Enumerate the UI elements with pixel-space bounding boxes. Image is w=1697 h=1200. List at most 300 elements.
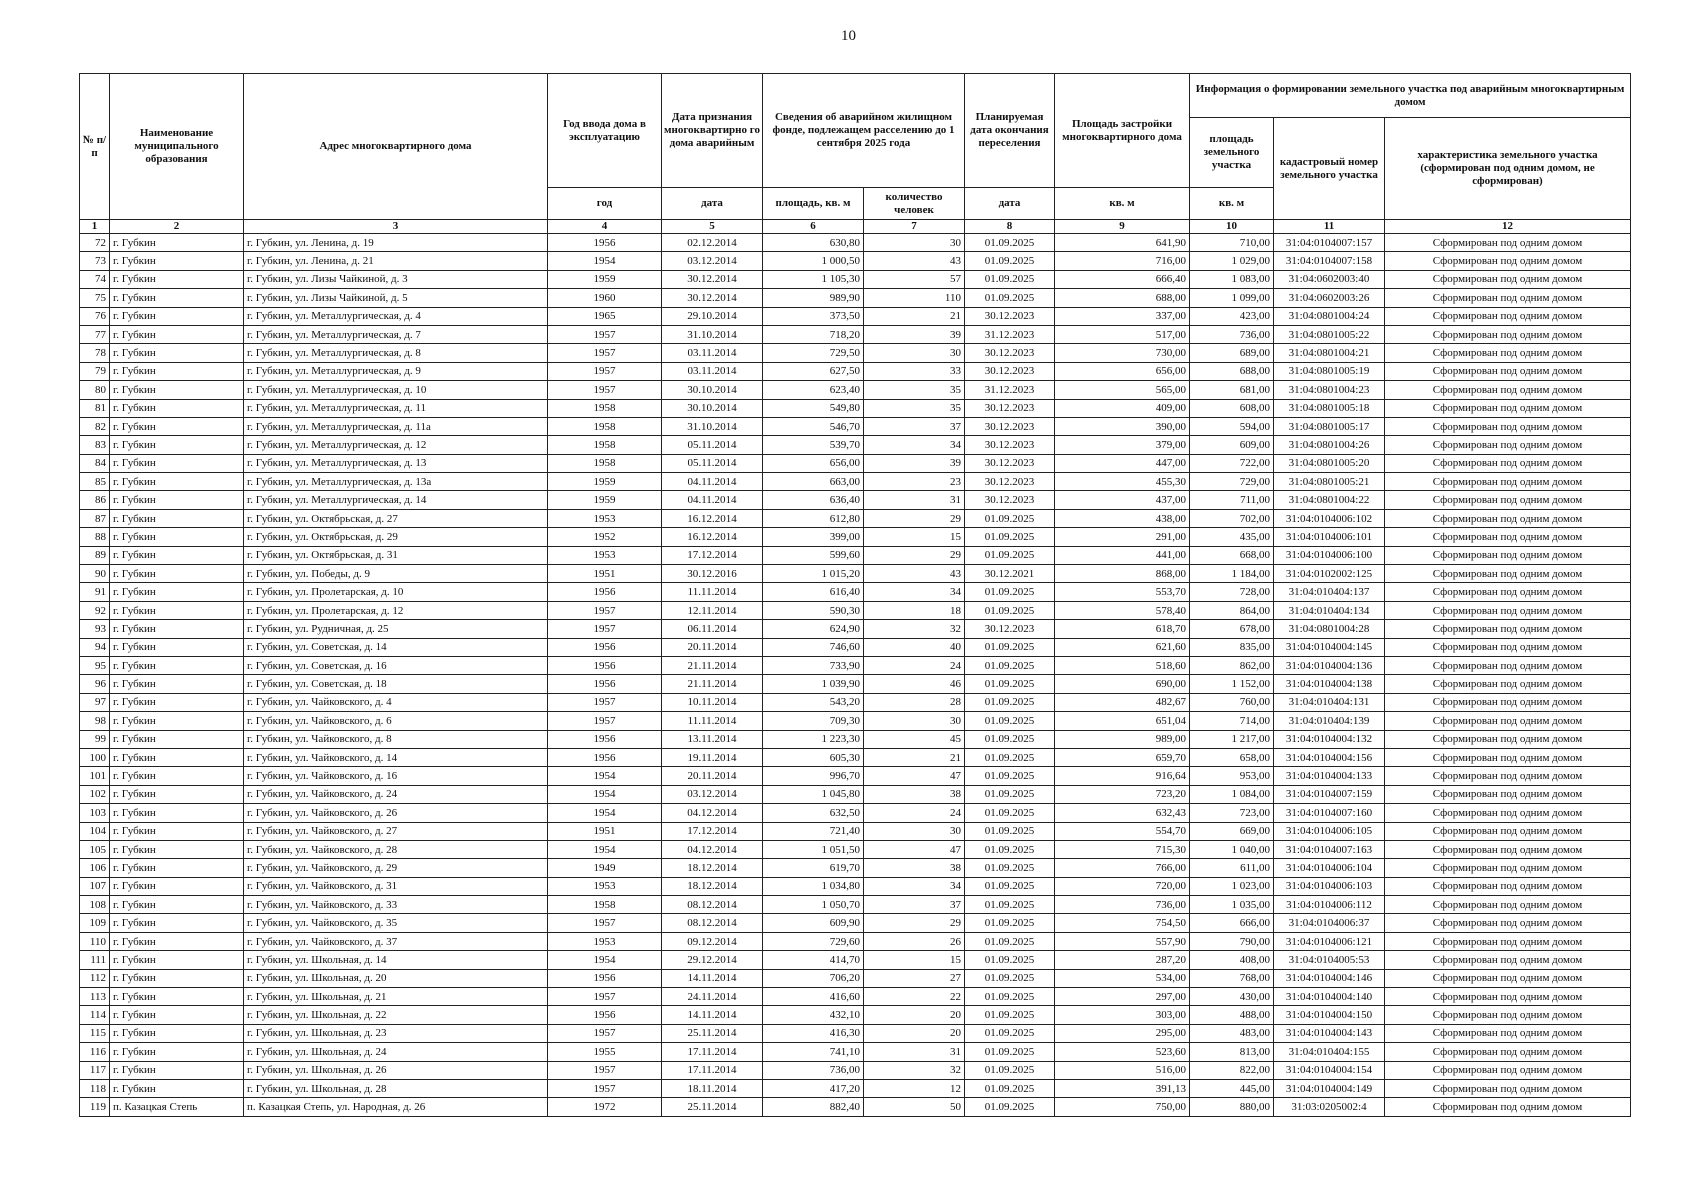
cell-year-built: 1957 <box>548 693 662 711</box>
cell-people: 50 <box>864 1098 965 1116</box>
cell-land-area: 445,00 <box>1190 1079 1274 1097</box>
cell-area: 1 105,30 <box>763 270 864 288</box>
cell-municipality: г. Губкин <box>110 546 244 564</box>
cell-year-built: 1951 <box>548 565 662 583</box>
cell-address: г. Губкин, ул. Советская, д. 16 <box>244 656 548 674</box>
cell-planned-date: 30.12.2023 <box>965 399 1055 417</box>
header-cadastral-number: кадастровый номер земельного участка <box>1274 118 1385 220</box>
cell-year-built: 1954 <box>548 785 662 803</box>
cell-recognition-date: 21.11.2014 <box>662 675 763 693</box>
cell-cadastral-number: 31:04:0602003:26 <box>1274 289 1385 307</box>
cell-year-built: 1953 <box>548 877 662 895</box>
cell-land-area: 1 040,00 <box>1190 840 1274 858</box>
cell-cadastral-number: 31:04:0801005:21 <box>1274 473 1385 491</box>
cell-planned-date: 01.09.2025 <box>965 583 1055 601</box>
cell-area: 709,30 <box>763 712 864 730</box>
cell-land-status: Сформирован под одним домом <box>1385 804 1631 822</box>
cell-area: 414,70 <box>763 951 864 969</box>
cell-land-area: 430,00 <box>1190 988 1274 1006</box>
cell-land-status: Сформирован под одним домом <box>1385 381 1631 399</box>
cell-year-built: 1957 <box>548 712 662 730</box>
cell-people: 47 <box>864 840 965 858</box>
cell-row-number: 81 <box>80 399 110 417</box>
cell-recognition-date: 17.12.2014 <box>662 822 763 840</box>
cell-row-number: 80 <box>80 381 110 399</box>
cell-building-area: 730,00 <box>1055 344 1190 362</box>
cell-building-area: 651,04 <box>1055 712 1190 730</box>
cell-recognition-date: 14.11.2014 <box>662 1006 763 1024</box>
cell-municipality: г. Губкин <box>110 454 244 472</box>
cell-land-area: 1 029,00 <box>1190 252 1274 270</box>
cell-people: 30 <box>864 234 965 252</box>
cell-municipality: г. Губкин <box>110 1024 244 1042</box>
header-land-area: площадь земельного участка <box>1190 118 1274 188</box>
cell-area: 989,90 <box>763 289 864 307</box>
cell-row-number: 96 <box>80 675 110 693</box>
cell-land-area: 728,00 <box>1190 583 1274 601</box>
cell-year-built: 1956 <box>548 638 662 656</box>
cell-address: г. Губкин, ул. Ленина, д. 21 <box>244 252 548 270</box>
cell-people: 34 <box>864 583 965 601</box>
cell-people: 26 <box>864 932 965 950</box>
cell-cadastral-number: 31:04:010404:139 <box>1274 712 1385 730</box>
header-unit-planned-date: дата <box>965 188 1055 220</box>
cell-year-built: 1958 <box>548 454 662 472</box>
cell-people: 45 <box>864 730 965 748</box>
cell-row-number: 73 <box>80 252 110 270</box>
cell-municipality: г. Губкин <box>110 748 244 766</box>
cell-municipality: г. Губкин <box>110 399 244 417</box>
cell-recognition-date: 17.11.2014 <box>662 1043 763 1061</box>
cell-planned-date: 01.09.2025 <box>965 1061 1055 1079</box>
cell-address: г. Губкин, ул. Металлургическая, д. 13 <box>244 454 548 472</box>
cell-people: 39 <box>864 325 965 343</box>
cell-area: 1 000,50 <box>763 252 864 270</box>
table-row <box>80 473 1631 491</box>
cell-address: г. Губкин, ул. Чайковского, д. 14 <box>244 748 548 766</box>
cell-land-area: 813,00 <box>1190 1043 1274 1061</box>
cell-row-number: 90 <box>80 565 110 583</box>
cell-area: 721,40 <box>763 822 864 840</box>
cell-cadastral-number: 31:04:0801004:23 <box>1274 381 1385 399</box>
cell-recognition-date: 13.11.2014 <box>662 730 763 748</box>
cell-row-number: 95 <box>80 656 110 674</box>
cell-planned-date: 01.09.2025 <box>965 289 1055 307</box>
cell-year-built: 1951 <box>548 822 662 840</box>
cell-municipality: г. Губкин <box>110 270 244 288</box>
cell-recognition-date: 18.12.2014 <box>662 859 763 877</box>
table-row <box>80 988 1631 1006</box>
cell-planned-date: 01.09.2025 <box>965 252 1055 270</box>
cell-recognition-date: 08.12.2014 <box>662 914 763 932</box>
cell-people: 31 <box>864 1043 965 1061</box>
cell-building-area: 438,00 <box>1055 509 1190 527</box>
cell-area: 663,00 <box>763 473 864 491</box>
cell-building-area: 716,00 <box>1055 252 1190 270</box>
cell-recognition-date: 05.11.2014 <box>662 436 763 454</box>
cell-row-number: 108 <box>80 896 110 914</box>
header-unit-date: дата <box>662 188 763 220</box>
cell-cadastral-number: 31:04:0104007:163 <box>1274 840 1385 858</box>
cell-planned-date: 01.09.2025 <box>965 1006 1055 1024</box>
cell-cadastral-number: 31:04:0104007:159 <box>1274 785 1385 803</box>
cell-address: г. Губкин, ул. Победы, д. 9 <box>244 565 548 583</box>
cell-row-number: 99 <box>80 730 110 748</box>
cell-building-area: 578,40 <box>1055 601 1190 619</box>
cell-cadastral-number: 31:04:0104004:138 <box>1274 675 1385 693</box>
cell-cadastral-number: 31:04:0104006:102 <box>1274 509 1385 527</box>
cell-year-built: 1957 <box>548 362 662 380</box>
cell-municipality: г. Губкин <box>110 896 244 914</box>
cell-address: г. Губкин, ул. Чайковского, д. 26 <box>244 804 548 822</box>
table-row <box>80 307 1631 325</box>
cell-recognition-date: 30.12.2014 <box>662 270 763 288</box>
cell-row-number: 88 <box>80 528 110 546</box>
cell-people: 27 <box>864 969 965 987</box>
cell-municipality: г. Губкин <box>110 656 244 674</box>
cell-people: 38 <box>864 859 965 877</box>
cell-people: 22 <box>864 988 965 1006</box>
cell-planned-date: 01.09.2025 <box>965 840 1055 858</box>
cell-planned-date: 01.09.2025 <box>965 969 1055 987</box>
table-row <box>80 601 1631 619</box>
cell-municipality: г. Губкин <box>110 693 244 711</box>
cell-land-status: Сформирован под одним домом <box>1385 583 1631 601</box>
cell-municipality: п. Казацкая Степь <box>110 1098 244 1116</box>
cell-cadastral-number: 31:04:0104004:156 <box>1274 748 1385 766</box>
cell-land-area: 608,00 <box>1190 399 1274 417</box>
cell-planned-date: 01.09.2025 <box>965 877 1055 895</box>
cell-area: 1 223,30 <box>763 730 864 748</box>
cell-land-area: 611,00 <box>1190 859 1274 877</box>
cell-recognition-date: 18.12.2014 <box>662 877 763 895</box>
cell-cadastral-number: 31:04:0104004:146 <box>1274 969 1385 987</box>
cell-cadastral-number: 31:04:0801005:17 <box>1274 417 1385 435</box>
cell-planned-date: 01.09.2025 <box>965 546 1055 564</box>
cell-cadastral-number: 31:04:0104004:132 <box>1274 730 1385 748</box>
table-row <box>80 859 1631 877</box>
cell-row-number: 112 <box>80 969 110 987</box>
cell-land-status: Сформирован под одним домом <box>1385 914 1631 932</box>
header-building-area: Площадь застройки многоквартирного дома <box>1055 74 1190 188</box>
cell-row-number: 106 <box>80 859 110 877</box>
cell-row-number: 85 <box>80 473 110 491</box>
cell-land-status: Сформирован под одним домом <box>1385 528 1631 546</box>
cell-building-area: 391,13 <box>1055 1079 1190 1097</box>
cell-land-area: 822,00 <box>1190 1061 1274 1079</box>
cell-building-area: 618,70 <box>1055 620 1190 638</box>
cell-municipality: г. Губкин <box>110 767 244 785</box>
cell-planned-date: 01.09.2025 <box>965 693 1055 711</box>
cell-address: г. Губкин, ул. Школьная, д. 23 <box>244 1024 548 1042</box>
cell-year-built: 1957 <box>548 914 662 932</box>
cell-people: 29 <box>864 546 965 564</box>
cell-people: 21 <box>864 748 965 766</box>
table-row <box>80 730 1631 748</box>
cell-recognition-date: 03.11.2014 <box>662 344 763 362</box>
table-row <box>80 914 1631 932</box>
table-row <box>80 656 1631 674</box>
cell-cadastral-number: 31:04:0104005:53 <box>1274 951 1385 969</box>
cell-recognition-date: 02.12.2014 <box>662 234 763 252</box>
column-number: 9 <box>1055 220 1190 234</box>
cell-land-status: Сформирован под одним домом <box>1385 1006 1631 1024</box>
cell-recognition-date: 16.12.2014 <box>662 509 763 527</box>
cell-recognition-date: 11.11.2014 <box>662 583 763 601</box>
cell-land-status: Сформирован под одним домом <box>1385 656 1631 674</box>
cell-recognition-date: 05.11.2014 <box>662 454 763 472</box>
cell-address: п. Казацкая Степь, ул. Народная, д. 26 <box>244 1098 548 1116</box>
cell-land-status: Сформирован под одним домом <box>1385 767 1631 785</box>
cell-planned-date: 01.09.2025 <box>965 730 1055 748</box>
cell-area: 624,90 <box>763 620 864 638</box>
cell-municipality: г. Губкин <box>110 712 244 730</box>
cell-people: 40 <box>864 638 965 656</box>
cell-land-status: Сформирован под одним домом <box>1385 693 1631 711</box>
table-row <box>80 252 1631 270</box>
cell-cadastral-number: 31:04:0801004:22 <box>1274 491 1385 509</box>
cell-building-area: 553,70 <box>1055 583 1190 601</box>
cell-land-area: 423,00 <box>1190 307 1274 325</box>
cell-planned-date: 30.12.2023 <box>965 491 1055 509</box>
cell-row-number: 107 <box>80 877 110 895</box>
cell-row-number: 111 <box>80 951 110 969</box>
cell-planned-date: 01.09.2025 <box>965 822 1055 840</box>
cell-planned-date: 01.09.2025 <box>965 767 1055 785</box>
cell-land-status: Сформирован под одним домом <box>1385 785 1631 803</box>
header-year-built: Год ввода дома в эксплуатацию <box>548 74 662 188</box>
cell-address: г. Губкин, ул. Чайковского, д. 28 <box>244 840 548 858</box>
cell-year-built: 1953 <box>548 932 662 950</box>
cell-building-area: 518,60 <box>1055 656 1190 674</box>
cell-year-built: 1952 <box>548 528 662 546</box>
table-row <box>80 951 1631 969</box>
column-number: 7 <box>864 220 965 234</box>
cell-recognition-date: 03.12.2014 <box>662 785 763 803</box>
cell-row-number: 97 <box>80 693 110 711</box>
table-row <box>80 1098 1631 1116</box>
cell-building-area: 291,00 <box>1055 528 1190 546</box>
cell-year-built: 1954 <box>548 804 662 822</box>
cell-land-status: Сформирован под одним домом <box>1385 417 1631 435</box>
cell-land-status: Сформирован под одним домом <box>1385 1079 1631 1097</box>
cell-row-number: 89 <box>80 546 110 564</box>
cell-land-status: Сформирован под одним домом <box>1385 509 1631 527</box>
cell-row-number: 110 <box>80 932 110 950</box>
cell-building-area: 534,00 <box>1055 969 1190 987</box>
cell-land-area: 594,00 <box>1190 417 1274 435</box>
cell-cadastral-number: 31:04:010404:137 <box>1274 583 1385 601</box>
cell-address: г. Губкин, ул. Школьная, д. 20 <box>244 969 548 987</box>
cell-land-status: Сформирован под одним домом <box>1385 325 1631 343</box>
cell-area: 706,20 <box>763 969 864 987</box>
cell-land-area: 760,00 <box>1190 693 1274 711</box>
column-number: 3 <box>244 220 548 234</box>
table-row <box>80 399 1631 417</box>
header-unit-building-sqm: кв. м <box>1055 188 1190 220</box>
cell-people: 28 <box>864 693 965 711</box>
cell-year-built: 1957 <box>548 1024 662 1042</box>
cell-row-number: 93 <box>80 620 110 638</box>
cell-land-area: 1 035,00 <box>1190 896 1274 914</box>
cell-recognition-date: 20.11.2014 <box>662 638 763 656</box>
cell-municipality: г. Губкин <box>110 840 244 858</box>
cell-cadastral-number: 31:04:0104006:121 <box>1274 932 1385 950</box>
cell-area: 996,70 <box>763 767 864 785</box>
cell-address: г. Губкин, ул. Металлургическая, д. 11а <box>244 417 548 435</box>
cell-land-status: Сформирован под одним домом <box>1385 546 1631 564</box>
cell-land-status: Сформирован под одним домом <box>1385 748 1631 766</box>
cell-municipality: г. Губкин <box>110 436 244 454</box>
cell-planned-date: 01.09.2025 <box>965 896 1055 914</box>
cell-recognition-date: 14.11.2014 <box>662 969 763 987</box>
cell-municipality: г. Губкин <box>110 509 244 527</box>
cell-planned-date: 01.09.2025 <box>965 914 1055 932</box>
table-row <box>80 417 1631 435</box>
cell-planned-date: 30.12.2023 <box>965 473 1055 491</box>
cell-recognition-date: 18.11.2014 <box>662 1079 763 1097</box>
cell-recognition-date: 16.12.2014 <box>662 528 763 546</box>
cell-row-number: 104 <box>80 822 110 840</box>
cell-cadastral-number: 31:04:010404:131 <box>1274 693 1385 711</box>
table-row <box>80 675 1631 693</box>
cell-people: 110 <box>864 289 965 307</box>
cell-recognition-date: 06.11.2014 <box>662 620 763 638</box>
cell-cadastral-number: 31:04:0104006:37 <box>1274 914 1385 932</box>
cell-cadastral-number: 31:04:0102002:125 <box>1274 565 1385 583</box>
cell-land-area: 668,00 <box>1190 546 1274 564</box>
cell-cadastral-number: 31:04:0801004:28 <box>1274 620 1385 638</box>
cell-planned-date: 01.09.2025 <box>965 785 1055 803</box>
cell-row-number: 76 <box>80 307 110 325</box>
table-row <box>80 546 1631 564</box>
cell-area: 417,20 <box>763 1079 864 1097</box>
cell-land-area: 408,00 <box>1190 951 1274 969</box>
cell-year-built: 1957 <box>548 988 662 1006</box>
cell-address: г. Губкин, ул. Металлургическая, д. 10 <box>244 381 548 399</box>
cell-building-area: 455,30 <box>1055 473 1190 491</box>
table-row <box>80 969 1631 987</box>
table-row <box>80 840 1631 858</box>
cell-recognition-date: 29.12.2014 <box>662 951 763 969</box>
cell-planned-date: 01.09.2025 <box>965 270 1055 288</box>
cell-year-built: 1957 <box>548 381 662 399</box>
cell-recognition-date: 04.12.2014 <box>662 840 763 858</box>
cell-planned-date: 01.09.2025 <box>965 656 1055 674</box>
table-row <box>80 381 1631 399</box>
cell-year-built: 1953 <box>548 509 662 527</box>
cell-recognition-date: 10.11.2014 <box>662 693 763 711</box>
cell-municipality: г. Губкин <box>110 877 244 895</box>
cell-building-area: 447,00 <box>1055 454 1190 472</box>
table-body <box>80 234 1631 1117</box>
cell-building-area: 379,00 <box>1055 436 1190 454</box>
cell-land-status: Сформирован под одним домом <box>1385 252 1631 270</box>
cell-municipality: г. Губкин <box>110 822 244 840</box>
cell-building-area: 715,30 <box>1055 840 1190 858</box>
column-number: 8 <box>965 220 1055 234</box>
cell-land-area: 880,00 <box>1190 1098 1274 1116</box>
table-row <box>80 822 1631 840</box>
cell-planned-date: 31.12.2023 <box>965 325 1055 343</box>
cell-cadastral-number: 31:03:0205002:4 <box>1274 1098 1385 1116</box>
cell-row-number: 117 <box>80 1061 110 1079</box>
cell-land-status: Сформирован под одним домом <box>1385 859 1631 877</box>
cell-area: 599,60 <box>763 546 864 564</box>
table-row <box>80 896 1631 914</box>
table-row <box>80 270 1631 288</box>
cell-municipality: г. Губкин <box>110 914 244 932</box>
cell-year-built: 1954 <box>548 840 662 858</box>
cell-area: 623,40 <box>763 381 864 399</box>
cell-land-area: 862,00 <box>1190 656 1274 674</box>
cell-land-area: 678,00 <box>1190 620 1274 638</box>
cell-land-status: Сформирован под одним домом <box>1385 1043 1631 1061</box>
cell-planned-date: 30.12.2023 <box>965 436 1055 454</box>
cell-address: г. Губкин, ул. Чайковского, д. 24 <box>244 785 548 803</box>
cell-people: 34 <box>864 877 965 895</box>
cell-land-status: Сформирован под одним домом <box>1385 712 1631 730</box>
cell-land-area: 768,00 <box>1190 969 1274 987</box>
cell-land-area: 488,00 <box>1190 1006 1274 1024</box>
cell-building-area: 750,00 <box>1055 1098 1190 1116</box>
cell-year-built: 1954 <box>548 951 662 969</box>
cell-planned-date: 30.12.2023 <box>965 307 1055 325</box>
cell-municipality: г. Губкин <box>110 638 244 656</box>
cell-land-status: Сформирован под одним домом <box>1385 270 1631 288</box>
cell-land-status: Сформирован под одним домом <box>1385 436 1631 454</box>
cell-people: 47 <box>864 767 965 785</box>
cell-year-built: 1972 <box>548 1098 662 1116</box>
cell-municipality: г. Губкин <box>110 1043 244 1061</box>
cell-land-status: Сформирован под одним домом <box>1385 601 1631 619</box>
cell-building-area: 989,00 <box>1055 730 1190 748</box>
cell-people: 35 <box>864 399 965 417</box>
cell-people: 34 <box>864 436 965 454</box>
cell-municipality: г. Губкин <box>110 583 244 601</box>
cell-address: г. Губкин, ул. Чайковского, д. 16 <box>244 767 548 785</box>
cell-row-number: 84 <box>80 454 110 472</box>
cell-recognition-date: 24.11.2014 <box>662 988 763 1006</box>
cell-row-number: 86 <box>80 491 110 509</box>
cell-cadastral-number: 31:04:010404:155 <box>1274 1043 1385 1061</box>
cell-municipality: г. Губкин <box>110 307 244 325</box>
cell-cadastral-number: 31:04:0801004:21 <box>1274 344 1385 362</box>
cell-land-area: 1 152,00 <box>1190 675 1274 693</box>
header-land-status: характеристика земельного участка (сформирован под одним домом, не сформирован) <box>1385 118 1631 220</box>
cell-land-status: Сформирован под одним домом <box>1385 951 1631 969</box>
cell-row-number: 118 <box>80 1079 110 1097</box>
cell-area: 733,90 <box>763 656 864 674</box>
cell-municipality: г. Губкин <box>110 252 244 270</box>
cell-land-status: Сформирован под одним домом <box>1385 840 1631 858</box>
cell-land-area: 1 217,00 <box>1190 730 1274 748</box>
cell-municipality: г. Губкин <box>110 528 244 546</box>
table-row <box>80 1024 1631 1042</box>
cell-address: г. Губкин, ул. Чайковского, д. 8 <box>244 730 548 748</box>
cell-building-area: 337,00 <box>1055 307 1190 325</box>
cell-row-number: 92 <box>80 601 110 619</box>
cell-municipality: г. Губкин <box>110 1006 244 1024</box>
cell-building-area: 656,00 <box>1055 362 1190 380</box>
cell-recognition-date: 17.11.2014 <box>662 1061 763 1079</box>
cell-address: г. Губкин, ул. Лизы Чайкиной, д. 3 <box>244 270 548 288</box>
cell-address: г. Губкин, ул. Металлургическая, д. 12 <box>244 436 548 454</box>
table-row <box>80 454 1631 472</box>
cell-area: 543,20 <box>763 693 864 711</box>
cell-land-status: Сформирован под одним домом <box>1385 289 1631 307</box>
cell-address: г. Губкин, ул. Школьная, д. 28 <box>244 1079 548 1097</box>
